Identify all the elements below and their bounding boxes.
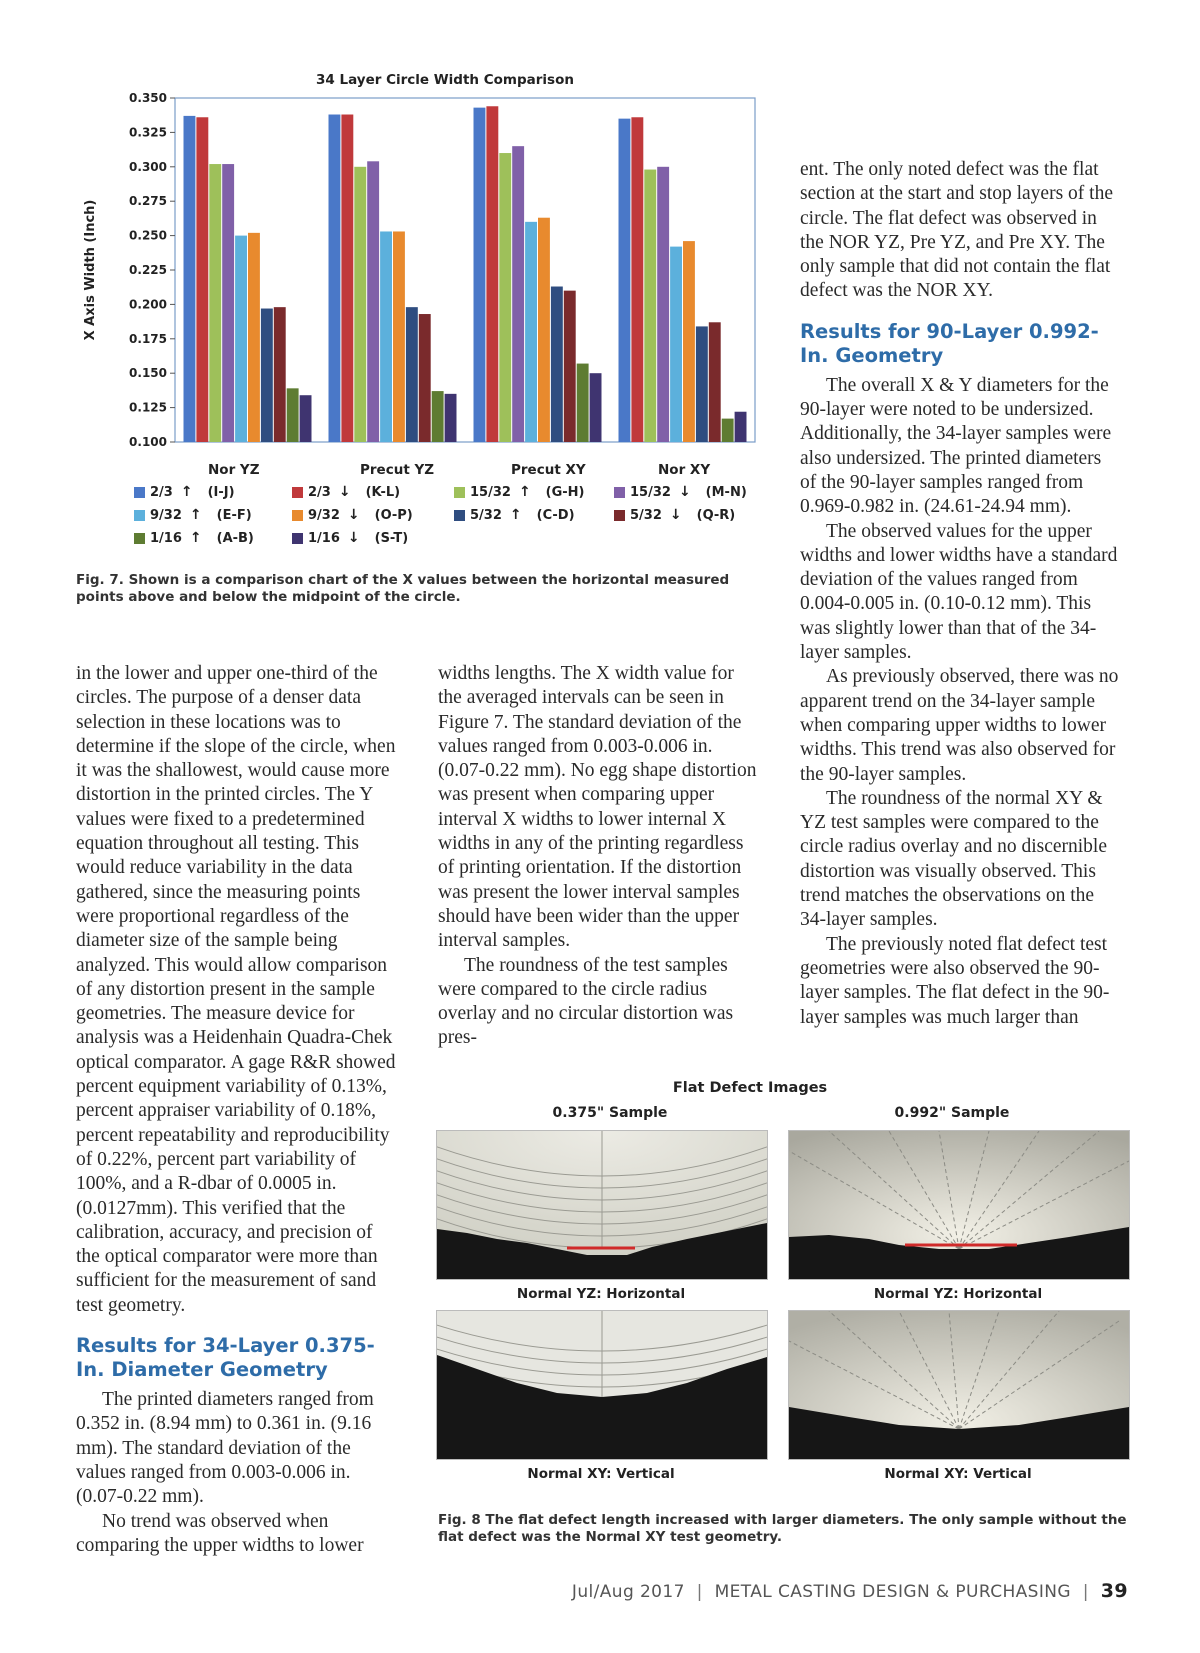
bar — [644, 170, 656, 442]
arrow-up-icon: ↑ — [509, 507, 522, 523]
bar — [196, 117, 208, 442]
bar — [538, 218, 550, 442]
photo-label-top-right: Normal YZ: Horizontal — [873, 1286, 1043, 1302]
y-tick-label: 0.100 — [129, 435, 167, 449]
bar — [486, 106, 498, 442]
legend-fraction: 1/16 — [308, 530, 340, 546]
bar — [248, 233, 260, 442]
arrow-up-icon: ↑ — [189, 530, 202, 546]
arrow-down-icon: ↓ — [347, 507, 360, 523]
fig8-title: Flat Defect Images — [672, 1080, 828, 1096]
legend-swatch — [614, 510, 625, 521]
bar — [367, 161, 379, 442]
legend-fraction: 5/32 — [470, 507, 502, 523]
y-tick-label: 0.225 — [129, 263, 167, 277]
legend-item — [614, 484, 747, 500]
legend-fraction: 15/32 — [630, 484, 671, 500]
legend-code: (E-F) — [216, 507, 252, 523]
photo-0375-normal-xy — [436, 1310, 768, 1460]
bar — [722, 419, 734, 442]
legend-swatch — [454, 487, 465, 498]
legend-fraction: 2/3 — [150, 484, 173, 500]
col3-paragraph-4: As previously observed, there was no apparent trend on the 34-layer sample when comparing upper widths to lower widths. This trend was also observed for the 90-layer samples. — [800, 666, 1119, 785]
legend-swatch — [292, 487, 303, 498]
column-1 — [76, 662, 398, 1558]
bar — [287, 388, 299, 442]
chart-title: 34 Layer Circle Width Comparison — [316, 72, 574, 88]
legend-swatch — [292, 533, 303, 544]
photo-0992-normal-xy — [788, 1310, 1130, 1460]
bar — [657, 167, 669, 442]
bar — [235, 236, 247, 442]
footer-issue: Jul/Aug 2017 — [571, 1582, 685, 1602]
bar — [683, 241, 695, 442]
bar — [274, 307, 286, 442]
legend-item — [134, 507, 252, 523]
y-axis-label: X Axis Width (Inch) — [83, 199, 98, 341]
footer-publication: METAL CASTING DESIGN & PURCHASING — [714, 1582, 1071, 1602]
arrow-up-icon: ↑ — [518, 484, 531, 500]
legend-item — [454, 507, 575, 523]
col3-paragraph-3: The observed values for the upper widths and lower widths have a standard deviation of the values ranged from 0.004-0.005 in. (0.10-0.12 mm). This was slightly lower than that of the 34-layer samples. — [800, 520, 1118, 664]
y-tick-label: 0.275 — [129, 194, 167, 209]
section-heading-34-layer: Results for 34-Layer 0.375-In. Diameter Geometry — [76, 1334, 375, 1382]
col1-paragraph-3: No trend was observed when comparing the upper widths to lower — [76, 1510, 364, 1556]
legend-swatch — [292, 510, 303, 521]
legend-group-title-2: Precut YZ — [360, 462, 435, 478]
legend-group-title-1: Nor YZ — [208, 462, 260, 478]
arrow-up-icon: ↑ — [189, 507, 202, 523]
photo-label-top-left: Normal YZ: Horizontal — [516, 1286, 686, 1302]
y-tick-label: 0.175 — [129, 331, 167, 346]
bar — [590, 373, 602, 442]
legend-swatch — [454, 510, 465, 521]
bar — [551, 287, 563, 442]
legend-group-title-3: Precut XY — [511, 462, 586, 478]
photo-0992-xy-image — [789, 1311, 1129, 1459]
col1-paragraph-1: in the lower and upper one-third of the circles. The purpose of a denser data selection in these locations was to determine if the slope of the circle, when it was the shallowest, would cause more distortion in the printed circles. The Y values were fixed to a predetermined equation throughout all testing. This would reduce variability in the data gathered, since the measuring points were proportional regardless of the diameter size of the sample being analyzed. This would allow comparison of any distortion present in the sample geometries. The measure device for analysis was a Heidenhain Quadra-Chek optical comparator. A gage R&R showed percent equipment variability of 0.13%, percent appraiser variability of 0.18%, percent repeatability and reproducibility of 0.22%, percent part variability of 100%, and a R-dbar of 0.0005 in. (0.0127mm). This verified that the calibration, accuracy, and precision of the optical comparator were more than sufficient for the measurement of sand test geometry. — [76, 663, 396, 1316]
page-footer — [572, 1580, 1128, 1602]
bar — [670, 247, 682, 442]
bar — [432, 391, 444, 442]
footer-separator-2: | — [1082, 1582, 1089, 1602]
photo-0992-yz-image — [789, 1131, 1129, 1279]
bar — [525, 222, 537, 442]
legend-item — [614, 507, 735, 523]
arrow-down-icon: ↓ — [338, 484, 351, 500]
y-tick-label: 0.250 — [129, 228, 167, 243]
legend-item — [134, 530, 254, 546]
col2-paragraph-2: The roundness of the test samples were compared to the circle radius overlay and no circular distortion was pres- — [438, 954, 734, 1049]
arrow-down-icon: ↓ — [669, 507, 682, 523]
legend-fraction: 15/32 — [470, 484, 511, 500]
fig8-right-subtitle: 0.992" Sample — [894, 1105, 1010, 1121]
bar — [380, 231, 392, 442]
legend-code: (Q-R) — [696, 507, 736, 523]
y-tick-label: 0.350 — [129, 91, 167, 105]
legend-fraction: 5/32 — [630, 507, 662, 523]
bar — [631, 117, 643, 442]
y-tick-label: 0.200 — [129, 297, 167, 312]
photo-0992-normal-yz — [788, 1130, 1130, 1280]
y-tick-label: 0.150 — [129, 366, 167, 381]
bar — [564, 291, 576, 442]
legend-group-title-4: Nor XY — [658, 462, 711, 478]
legend-code: (I-J) — [207, 484, 235, 500]
bar — [184, 116, 196, 442]
legend-code: (O-P) — [374, 507, 413, 523]
fig8-caption: Fig. 8 The flat defect length increased with larger diameters. The only sample without the flat defect was the Normal XY test geometry. — [438, 1512, 1127, 1545]
bar — [393, 231, 405, 442]
width-comparison-chart — [70, 64, 760, 454]
col1-paragraph-2: The printed diameters ranged from 0.352 in. (8.94 mm) to 0.361 in. (9.16 mm). The standard deviation of the values ranged from 0.003-0.006 in. (0.07-0.22 mm). — [76, 1389, 374, 1508]
photo-label-bottom-right: Normal XY: Vertical — [884, 1466, 1032, 1482]
legend-swatch — [134, 487, 145, 498]
bar — [445, 394, 457, 442]
fig8-left-subtitle: 0.375" Sample — [552, 1105, 668, 1121]
legend-code: (A-B) — [216, 530, 254, 546]
page-number: 39 — [1100, 1580, 1128, 1602]
bar — [419, 314, 431, 442]
legend-item — [292, 530, 408, 546]
footer-separator: | — [696, 1582, 703, 1602]
fig7-caption: Fig. 7. Shown is a comparison chart of the X values between the horizontal measured points above and below the midpoint of the circle. — [76, 572, 730, 605]
bar — [406, 307, 418, 442]
bar — [300, 395, 312, 442]
bar — [341, 115, 353, 442]
photo-0375-xy-image — [437, 1311, 767, 1459]
col2-paragraph-1: widths lengths. The X width value for the averaged intervals can be seen in Figure 7. The standard deviation of the values ranged from 0.003-0.006 in. (0.07-0.22 mm). No egg shape distortion was present when comparing upper interval X widths to lower internal X widths in any of the printing regardless of printing orientation. If the distortion was present the lower interval samples should have been wider than the upper interval samples. — [438, 663, 757, 952]
legend-swatch — [134, 533, 145, 544]
arrow-up-icon: ↑ — [180, 484, 193, 500]
legend-code: (G-H) — [545, 484, 585, 500]
col3-paragraph-5: The roundness of the normal XY & YZ test samples were compared to the circle radius overlay and no discernible distortion was visually observed. This trend matches the observations on the 34-layer samples. — [800, 787, 1108, 931]
bar — [709, 322, 721, 442]
legend-fraction: 9/32 — [150, 507, 182, 523]
section-heading-90-layer: Results for 90-Layer 0.992-In. Geometry — [800, 319, 1099, 367]
bar — [354, 167, 366, 442]
bar — [619, 119, 631, 442]
bar — [577, 364, 589, 442]
arrow-down-icon: ↓ — [347, 530, 360, 546]
legend-code: (K-L) — [365, 484, 401, 500]
col3-paragraph-6: The previously noted flat defect test geometries were also observed the 90-layer samples. The flat defect in the 90-layer samples was much larger than — [800, 933, 1110, 1028]
col3-paragraph-2: The overall X & Y diameters for the 90-layer were noted to be undersized. Additionally, the 34-layer samples were also undersized. The printed diameters of the 90-layer samples ranged from 0.969-0.982 in. (24.61-24.94 mm). — [800, 374, 1112, 518]
bar — [735, 412, 747, 442]
y-tick-label: 0.300 — [129, 159, 167, 174]
legend-item — [292, 484, 400, 500]
legend-fraction: 2/3 — [308, 484, 331, 500]
photo-0375-yz-image — [437, 1131, 767, 1279]
bar — [261, 309, 273, 442]
column-3 — [800, 158, 1122, 1030]
bar — [474, 108, 486, 442]
bar — [209, 164, 221, 442]
y-tick-label: 0.125 — [129, 400, 167, 415]
legend-item — [454, 484, 585, 500]
bar — [696, 326, 708, 442]
photo-label-bottom-left: Normal XY: Vertical — [527, 1466, 675, 1482]
legend-swatch — [134, 510, 145, 521]
bar — [499, 153, 511, 442]
arrow-down-icon: ↓ — [678, 484, 691, 500]
bar — [222, 164, 234, 442]
col3-paragraph-1: ent. The only noted defect was the flat section at the start and stop layers of the circle. The flat defect was observed in the NOR YZ, Pre YZ, and Pre XY. The only sample that did not contain the flat defect was the NOR XY. — [800, 159, 1113, 302]
legend-fraction: 1/16 — [150, 530, 182, 546]
legend-swatch — [614, 487, 625, 498]
legend-code: (M-N) — [705, 484, 747, 500]
y-tick-label: 0.325 — [129, 125, 167, 140]
legend-item — [292, 507, 413, 523]
legend-code: (S-T) — [374, 530, 409, 546]
column-2 — [438, 662, 760, 1051]
legend-item — [134, 484, 235, 500]
bar — [512, 146, 524, 442]
bar — [329, 115, 341, 442]
legend-code: (C-D) — [536, 507, 575, 523]
photo-0375-normal-yz — [436, 1130, 768, 1280]
legend-fraction: 9/32 — [308, 507, 340, 523]
